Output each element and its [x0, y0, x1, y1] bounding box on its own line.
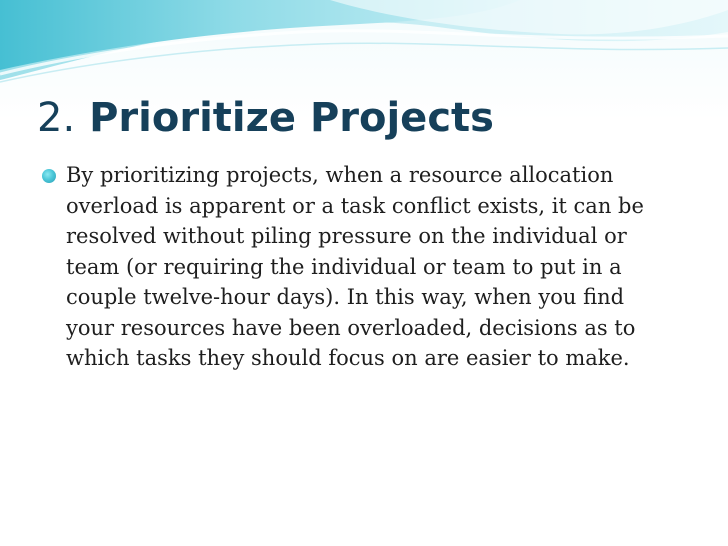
- bullet-dot-icon: [42, 169, 56, 183]
- title-text: Prioritize Projects: [89, 95, 494, 141]
- decorative-wave: [0, 0, 728, 90]
- bullet-line-1: By prioritizing projects, when a resource allocation: [66, 163, 614, 187]
- bullet-line-3: resolved without piling pressure on the individual or: [66, 224, 627, 248]
- bullet-line-5: couple twelve-hour days). In this way, when you find: [66, 285, 625, 309]
- bullet-text: [66, 160, 644, 374]
- slide-title: [37, 88, 494, 148]
- bullet-line-2: overload is apparent or a task conflict exists, it can be: [66, 193, 644, 218]
- title-number: 2.: [37, 95, 76, 141]
- bullet-line-7: which tasks they should focus on are easier to make.: [66, 346, 630, 370]
- bullet-line-4: team (or requiring the individual or team to put in a: [66, 254, 622, 279]
- bullet-line-6: your resources have been overloaded, decisions as to: [66, 315, 636, 340]
